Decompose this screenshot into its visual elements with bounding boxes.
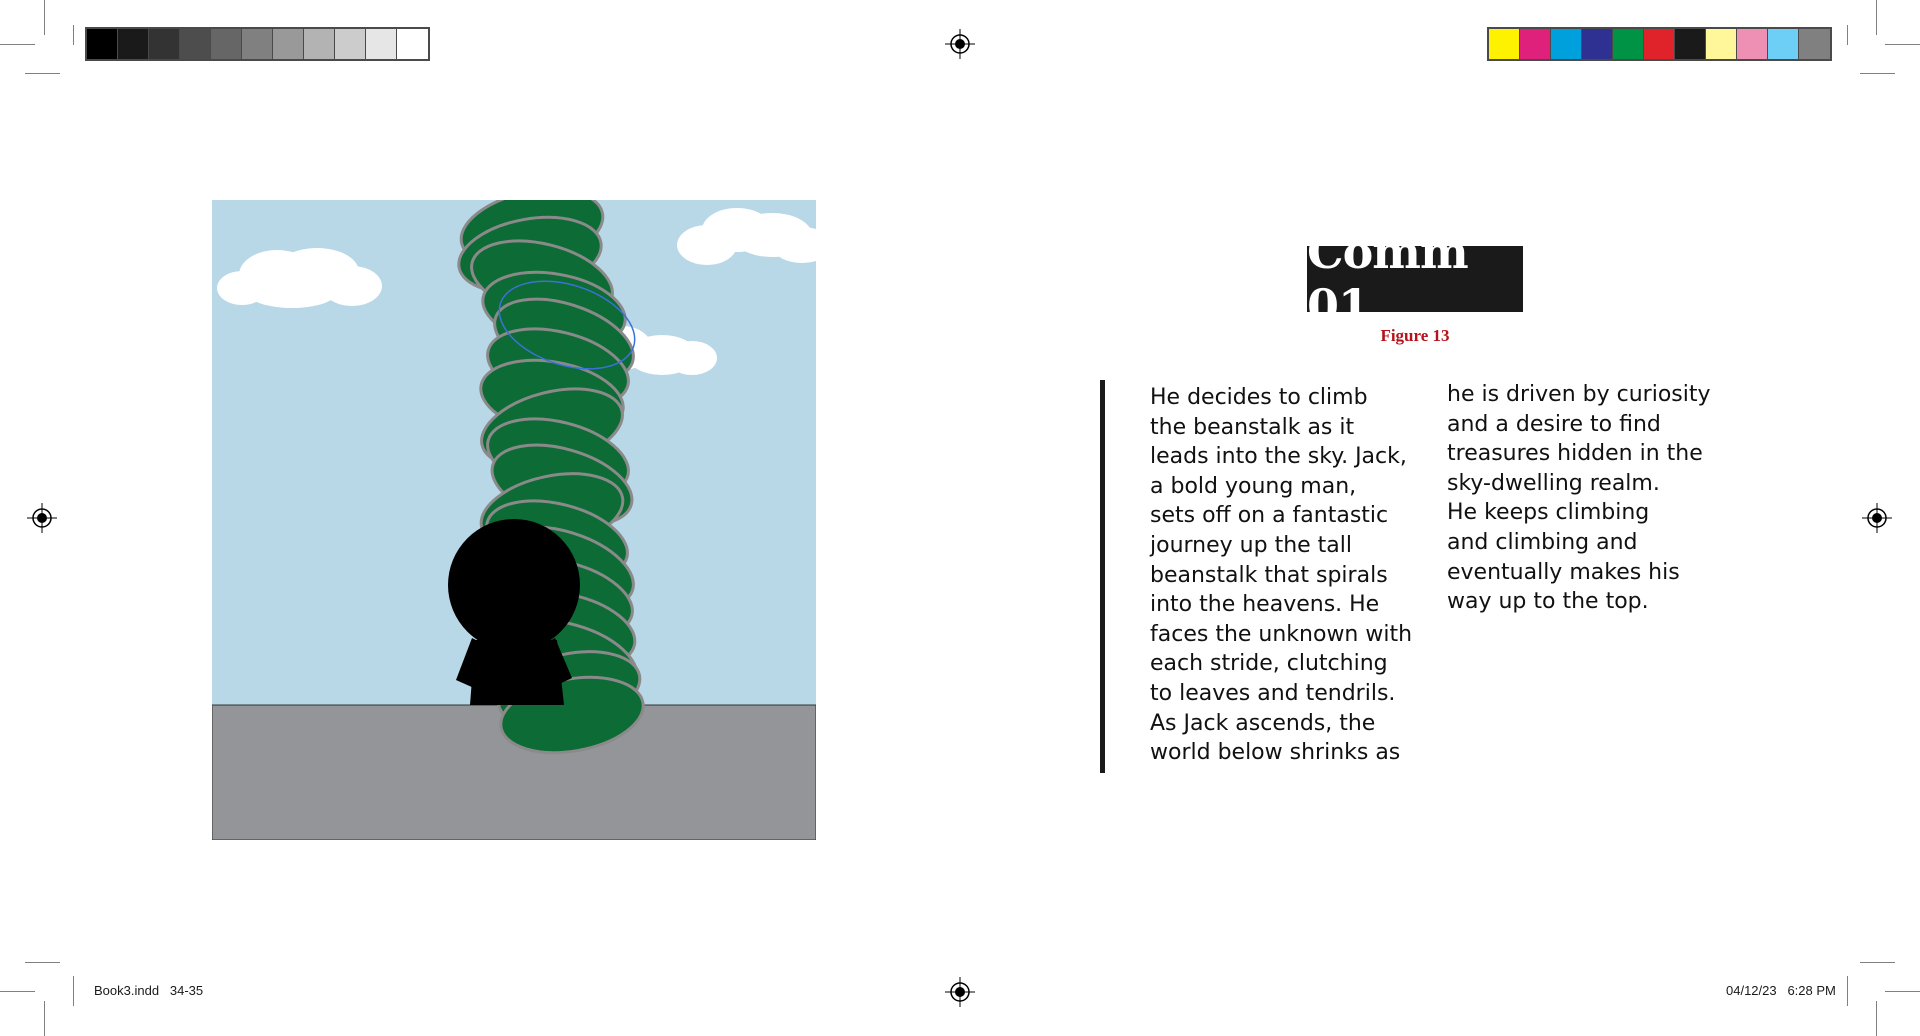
color-swatch — [118, 29, 149, 59]
crop-mark — [1860, 962, 1895, 963]
crop-mark — [44, 1001, 45, 1036]
crop-mark — [25, 73, 60, 74]
body-text-column-1 — [1150, 383, 1420, 768]
body-text-column-2 — [1447, 380, 1717, 617]
registration-mark-icon — [945, 977, 975, 1007]
text-line: the beanstalk as it — [1150, 414, 1355, 440]
text-line: each stride, clutching — [1150, 651, 1388, 677]
color-swatch — [397, 29, 428, 59]
text-line: to leaves and tendrils. — [1150, 680, 1396, 706]
text-line: journey up the tall — [1150, 532, 1352, 558]
color-swatch — [211, 29, 242, 59]
figure-caption: Figure 13 — [1380, 326, 1450, 345]
text-line: and a desire to find — [1447, 411, 1661, 437]
text-line: eventually makes his — [1447, 559, 1680, 585]
color-swatch — [1613, 29, 1644, 59]
crop-mark — [1885, 44, 1920, 45]
color-swatch — [304, 29, 335, 59]
crop-mark — [73, 25, 74, 45]
text-line: sets off on a fantastic — [1150, 503, 1389, 529]
color-swatch — [1706, 29, 1737, 59]
text-line: he is driven by curiosity — [1447, 382, 1711, 407]
color-swatch — [180, 29, 211, 59]
color-swatch — [335, 29, 366, 59]
crop-mark — [25, 962, 60, 963]
slug-datetime: 04/12/23 6:28 PM — [1726, 983, 1836, 998]
text-line: beanstalk that spirals — [1150, 562, 1388, 588]
crop-mark — [1847, 25, 1848, 45]
vertical-rule — [1100, 380, 1105, 773]
crop-mark — [44, 0, 45, 35]
registration-mark-icon — [1862, 503, 1892, 533]
color-swatch — [242, 29, 273, 59]
color-swatch — [149, 29, 180, 59]
text-line: As Jack ascends, the — [1150, 710, 1376, 736]
text-line: leads into the sky. Jack, — [1150, 444, 1407, 470]
crop-mark — [0, 44, 35, 45]
color-swatch — [1489, 29, 1520, 59]
crop-mark — [1847, 976, 1848, 1006]
text-line: world below shrinks as — [1150, 740, 1401, 766]
color-swatch — [366, 29, 397, 59]
color-swatch — [1644, 29, 1675, 59]
crop-mark — [1876, 1001, 1877, 1036]
color-swatch — [87, 29, 118, 59]
process-color-bar — [1487, 27, 1832, 61]
beanstalk-illustration — [212, 200, 816, 840]
registration-mark-icon — [27, 503, 57, 533]
grayscale-color-bar — [85, 27, 430, 61]
crop-mark — [73, 976, 74, 1006]
color-swatch — [1520, 29, 1551, 59]
color-swatch — [1799, 29, 1830, 59]
color-swatch — [1582, 29, 1613, 59]
text-line: into the heavens. He — [1150, 592, 1380, 618]
text-line: and climbing and — [1447, 529, 1638, 555]
text-line: He keeps climbing — [1447, 500, 1650, 526]
page-title: Comm 01 — [1307, 246, 1523, 312]
text-line: sky-dwelling realm. — [1447, 470, 1660, 496]
text-line: a bold young man, — [1150, 473, 1357, 499]
color-swatch — [1551, 29, 1582, 59]
text-line: He decides to climb — [1150, 385, 1368, 410]
person-silhouette — [448, 519, 580, 705]
color-swatch — [1737, 29, 1768, 59]
text-line: way up to the top. — [1447, 589, 1649, 615]
crop-mark — [1860, 73, 1895, 74]
text-line: faces the unknown with — [1150, 621, 1413, 647]
crop-mark — [1876, 0, 1877, 35]
color-swatch — [1768, 29, 1799, 59]
text-line: treasures hidden in the — [1447, 441, 1703, 467]
color-swatch — [273, 29, 304, 59]
color-swatch — [1675, 29, 1706, 59]
registration-mark-icon — [945, 29, 975, 59]
crop-mark — [0, 991, 35, 992]
crop-mark — [1885, 991, 1920, 992]
slug-file-info: Book3.indd 34-35 — [94, 983, 204, 998]
